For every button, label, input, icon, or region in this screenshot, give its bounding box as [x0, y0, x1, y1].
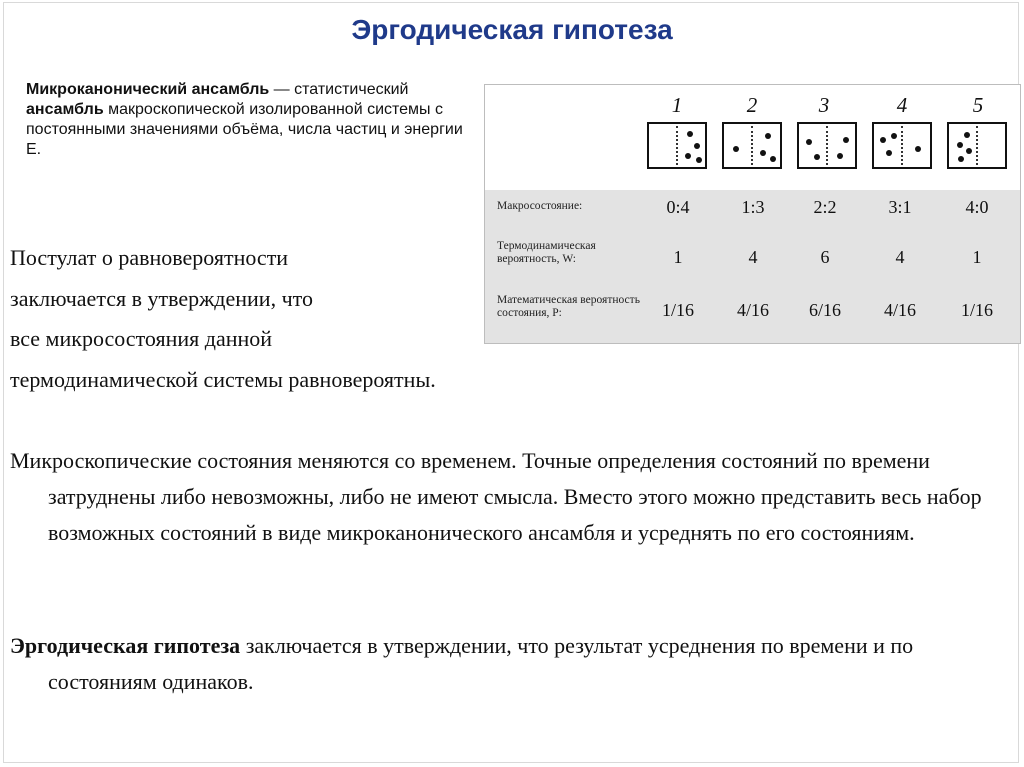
row-label-macrostate: Макросостояние:	[497, 200, 583, 212]
row-label-thermo-probability: Термодинамическая вероятность, W:	[497, 240, 596, 265]
particle-dot	[685, 153, 691, 159]
math-probability-value: 4/16	[736, 300, 769, 320]
math-probability-value: 1/16	[661, 300, 694, 320]
postulate-text	[10, 238, 610, 400]
thermo-probability-value: 6	[820, 247, 830, 267]
macrostate-value: 3:1	[888, 197, 912, 217]
particle-dot	[733, 146, 739, 152]
particle-dot	[760, 150, 766, 156]
thermo-probability-value: 4	[895, 247, 905, 267]
state-number: 4	[896, 93, 908, 117]
macrostate-value: 0:4	[666, 197, 690, 217]
particle-dot	[958, 156, 964, 162]
particle-dot	[837, 153, 843, 159]
partition-line	[976, 126, 978, 165]
particle-dot	[696, 157, 702, 163]
particle-dot	[915, 146, 921, 152]
state-box	[647, 122, 707, 169]
ergodic-term: Эргодическая гипотеза	[10, 633, 241, 658]
particle-dot	[964, 132, 970, 138]
postulate-line: заключается в утверждении, что	[10, 285, 313, 311]
particle-dot	[694, 143, 700, 149]
particle-dot	[814, 154, 820, 160]
particle-dot	[966, 148, 972, 154]
partition-line	[826, 126, 828, 165]
state-number: 1	[671, 93, 683, 117]
definition-bold-word: ансамбль	[26, 101, 104, 118]
state-box	[722, 122, 782, 169]
particle-dot	[886, 150, 892, 156]
particle-dot	[843, 137, 849, 143]
math-probability-value: 4/16	[883, 300, 916, 320]
particle-dot	[957, 142, 963, 148]
slide-title: Эргодическая гипотеза	[351, 14, 673, 45]
particle-dot	[770, 156, 776, 162]
particle-dot	[891, 133, 897, 139]
definition-part-3: макроскопической изолированной системы с постоянными значениями объёма, числа частиц и энергии Е.	[26, 101, 463, 158]
postulate-line: Постулат о равновероятности	[10, 245, 289, 270]
thermo-probability-value: 4	[748, 247, 758, 267]
partition-line	[751, 126, 753, 165]
row-label-math-probability: Математическая вероятность состояния, P:	[497, 294, 640, 319]
definition-part-1: — статистический	[269, 81, 409, 98]
definition-text	[26, 80, 471, 160]
state-box	[947, 122, 1007, 169]
state-number: 2	[746, 93, 758, 117]
partition-line	[901, 126, 903, 165]
particle-dot	[765, 133, 771, 139]
macrostate-value: 1:3	[741, 197, 765, 217]
partition-line	[676, 126, 678, 165]
particle-dot	[687, 131, 693, 137]
postulate-line: все микросостояния данной	[10, 326, 273, 351]
particle-dot	[880, 137, 886, 143]
thermo-probability-value: 1	[673, 247, 683, 267]
state-number: 3	[818, 93, 830, 117]
ergodic-hypothesis-paragraph	[10, 628, 1000, 700]
math-probability-value: 1/16	[960, 300, 993, 320]
macrostate-value: 4:0	[965, 197, 989, 217]
math-probability-value: 6/16	[808, 300, 841, 320]
postulate-line: термодинамической системы равновероятны.	[10, 366, 436, 392]
state-number: 5	[972, 93, 984, 117]
thermo-probability-value: 1	[972, 247, 982, 267]
particle-dot	[806, 139, 812, 145]
macrostate-value: 2:2	[813, 197, 837, 217]
definition-term: Микроканонический ансамбль	[26, 81, 270, 98]
microscopic-states-paragraph: Микроскопические состояния меняются со временем. Точные определения состояний по времени затруднены либо невозможны, либо не имеют смысла. Вместо этого можно представить весь набор возможных состояний в виде микроканонического ансамбля и усреднять по его состояниям.	[10, 448, 982, 545]
state-box	[872, 122, 932, 169]
ergodic-text: заключается в утверждении, что результат усреднения по времени и по состояниям одинаков.	[48, 633, 914, 694]
state-box	[797, 122, 857, 169]
